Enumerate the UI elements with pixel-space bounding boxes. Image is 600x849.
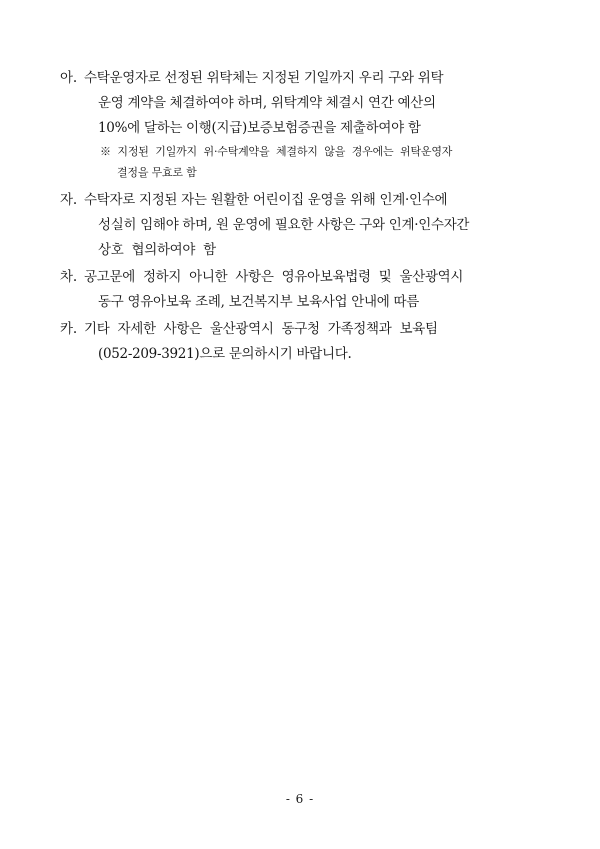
list-marker: 자. [60, 192, 77, 208]
page-number: - 6 - [285, 792, 315, 806]
text-line: 공고문에 정하지 아니한 사항은 영유아보육법령 및 울산광역시 [84, 269, 464, 285]
list-marker: 카. [60, 321, 77, 337]
text-line: 상호 협의하여야 함 [98, 242, 216, 258]
text-line: (052-209-3921)으로 문의하시기 바랍니다. [98, 346, 352, 362]
list-item-text [84, 66, 544, 183]
list-item-text [84, 265, 544, 315]
note-line: 결정을 무효로 함 [117, 166, 197, 179]
text-line: 수탁운영자로 선정된 위탁체는 지정된 기일까지 우리 구와 위탁 [84, 70, 444, 86]
list-item [60, 265, 544, 315]
list-item-text [84, 188, 544, 263]
text-line: 10%에 달하는 이행(지급)보증보험증권을 제출하여야 함 [98, 120, 421, 136]
document-body [60, 66, 544, 369]
text-line: 기타 자세한 사항은 울산광역시 동구청 가족정책과 보육팀 [84, 321, 438, 337]
list-item-text [84, 317, 544, 367]
list-item [60, 66, 544, 183]
list-marker: 차. [60, 269, 77, 285]
list-item [60, 317, 544, 367]
list-item [60, 188, 544, 263]
text-line: 동구 영유아보육 조례, 보건복지부 보육사업 안내에 따름 [98, 294, 419, 310]
note-line: ※ 지정된 기일까지 위·수탁계약을 체결하지 않을 경우에는 위탁운영자 [100, 145, 453, 158]
list-marker: 아. [60, 70, 77, 86]
text-line: 성실히 임해야 하며, 원 운영에 필요한 사항은 구와 인계·인수자간 [98, 217, 470, 233]
text-line: 운영 계약을 체결하여야 하며, 위탁계약 체결시 연간 예산의 [98, 95, 436, 111]
text-line: 수탁자로 지정된 자는 원활한 어린이집 운영을 위해 인계·인수에 [84, 192, 448, 208]
